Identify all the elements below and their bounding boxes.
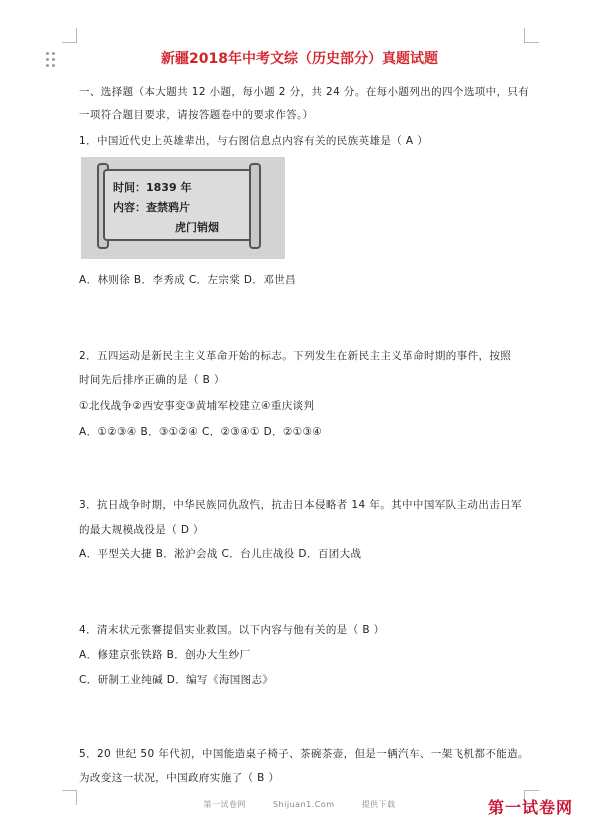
question-1-figure [81,157,285,259]
section-header-line-1: 一、选择题（本大题共 12 小题，每小题 2 分，共 24 分。在每小题列出的四个选项中，只有 [79,86,530,98]
figure-content: 内容：查禁鸦片 [113,201,190,214]
question-5-stem-2: 为改变这一状况，中国政府实施了（ B ） [79,772,280,784]
page-title: 新疆2018年中考文综（历史部分）真题试题 [161,51,438,67]
question-3-options: A．平型关大捷 B．淞沪会战 C．台儿庄战役 D．百团大战 [79,548,362,560]
section-header-line-2: 一项符合题目要求，请按答题卷中的要求作答。） [79,109,314,121]
question-4-stem: 4．清末状元张謇提倡实业救国。以下内容与他有关的是（ B ） [79,624,385,636]
question-2-options: A．①②③④ B．③①②④ C．②③④① D．②①③④ [79,426,323,438]
question-1-options: A．林则徐 B．李秀成 C．左宗棠 D．邓世昌 [79,274,297,286]
footer-center: Shijuan1.Com [272,800,335,809]
question-2-stem-2: 时间先后排序正确的是（ B ） [79,374,225,386]
question-4-options-2: C．研制工业纯碱 D．编写《海国图志》 [79,674,274,686]
question-2-items: ①北伐战争②西安事变③黄埔军校建立④重庆谈判 [79,400,315,412]
question-5-stem-1: 5．20 世纪 50 年代初，中国能造桌子椅子、茶碗茶壶，但是一辆汽车、一架飞机都不能造。 [79,748,529,760]
figure-content-2: 虎门销烟 [175,221,219,234]
brand-logo-text: 第一试卷网 [488,798,574,817]
footer-left: 第一试卷网 [203,800,246,809]
crop-mark-top-right [524,28,539,43]
question-3-stem-2: 的最大规模战役是（ D ） [79,524,204,536]
crop-mark-top-left [62,28,77,43]
question-2-stem-1: 2．五四运动是新民主主义革命开始的标志。下列发生在新民主主义革命时期的事件，按照 [79,350,512,362]
figure-time: 时间：1839 年 [113,181,192,194]
question-1-stem: 1．中国近代史上英雄辈出，与右图信息点内容有关的民族英雄是（ A ） [79,135,429,147]
question-3-stem-1: 3．抗日战争时期，中华民族同仇敌忾，抗击日本侵略者 14 年。其中中国军队主动出击日军 [79,499,522,511]
scroll-roll-right [249,163,261,249]
footer-right: 提供下载 [361,800,396,809]
question-4-options-1: A．修建京张铁路 B．创办大生纱厂 [79,649,251,661]
scroll-body [103,169,257,241]
